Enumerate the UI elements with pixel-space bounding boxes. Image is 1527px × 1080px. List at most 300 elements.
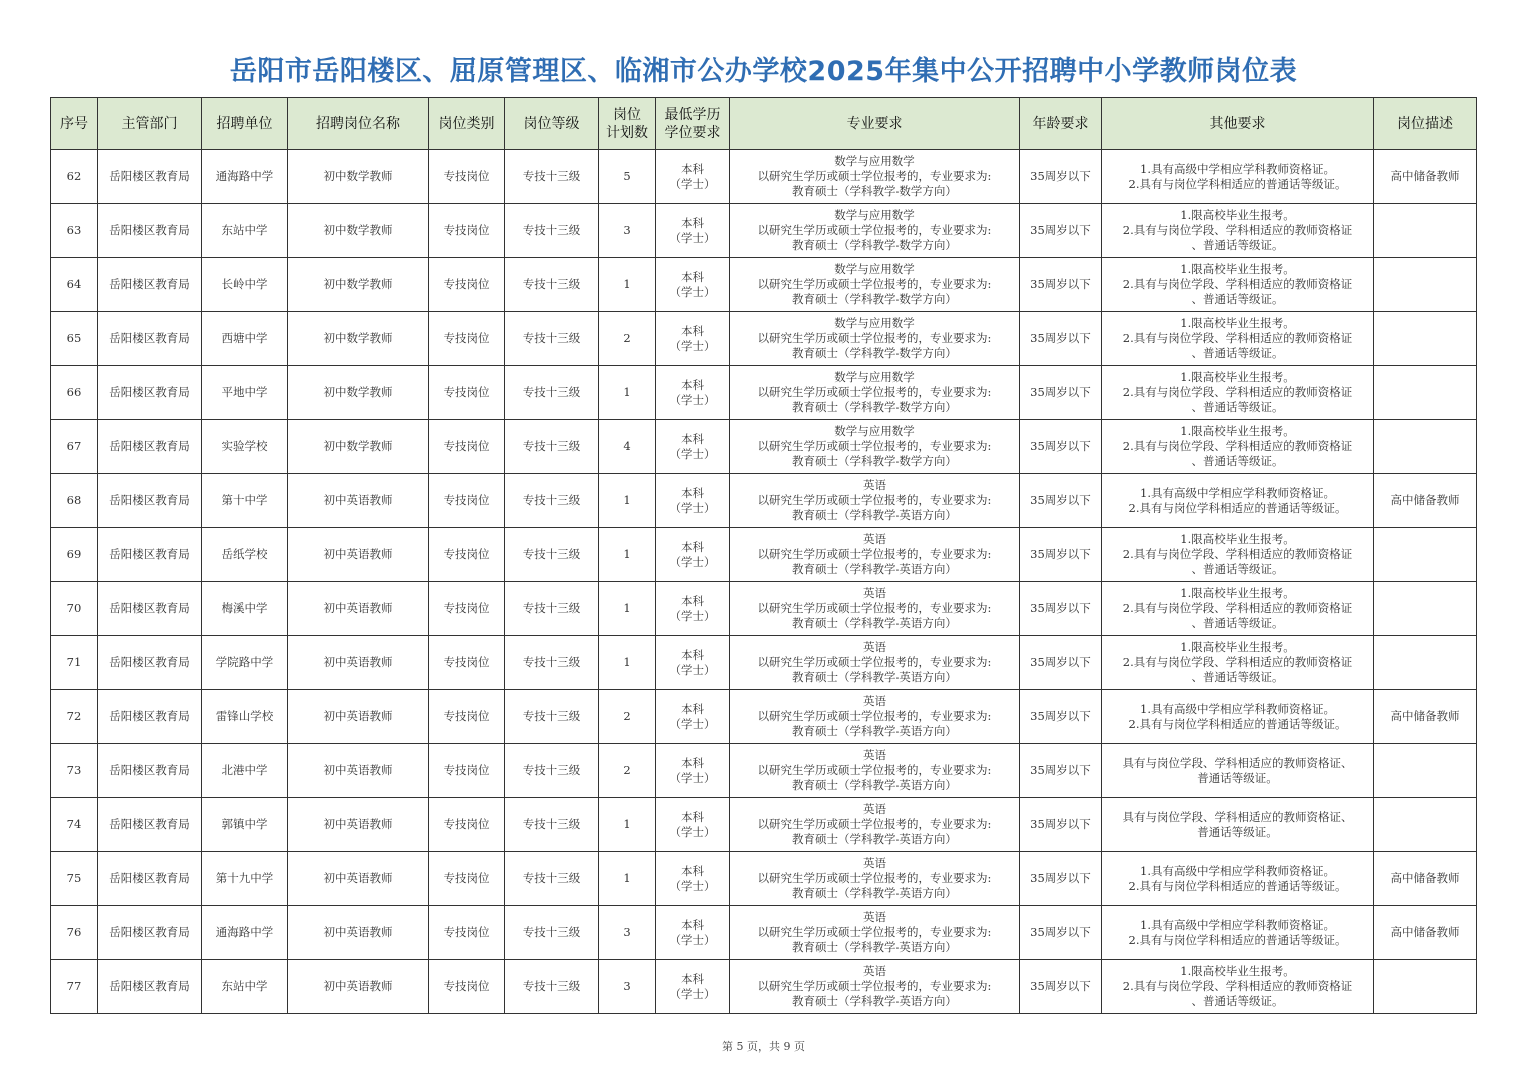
cell-seq: 73 (51, 744, 98, 798)
cell-edu-line: （学士） (669, 608, 716, 623)
cell-plan: 4 (599, 420, 656, 474)
table-row (51, 582, 1477, 636)
cell-post: 初中英语教师 (288, 906, 429, 960)
cell-other-line: 、普通话等级证。 (1191, 670, 1284, 684)
header-plan-line1: 岗位 (613, 106, 641, 123)
cell-edu (656, 528, 730, 582)
cell-type: 专技岗位 (429, 960, 505, 1014)
cell-plan: 2 (599, 744, 656, 798)
cell-edu-line: 本科 (681, 539, 704, 554)
cell-edu (656, 744, 730, 798)
cell-dept: 岳阳楼区教育局 (98, 636, 202, 690)
cell-seq: 68 (51, 474, 98, 528)
cell-other-line: 、普通话等级证。 (1191, 994, 1284, 1008)
cell-dept: 岳阳楼区教育局 (98, 744, 202, 798)
cell-major-line: 以研究生学历或硕士学位报考的，专业要求为: (757, 169, 992, 183)
cell-post: 初中英语教师 (288, 960, 429, 1014)
cell-post: 初中英语教师 (288, 582, 429, 636)
cell-other-line: 普通话等级证。 (1197, 770, 1278, 785)
cell-major-line: 教育硕士（学科教学-数学方向） (792, 184, 957, 198)
job-table (50, 97, 1477, 1014)
cell-post: 初中数学教师 (288, 150, 429, 204)
cell-other-line: 、普通话等级证。 (1191, 454, 1284, 468)
cell-dept: 岳阳楼区教育局 (98, 366, 202, 420)
cell-desc (1374, 312, 1477, 366)
cell-other-line: 、普通话等级证。 (1191, 238, 1284, 252)
cell-post: 初中数学教师 (288, 258, 429, 312)
cell-edu (656, 852, 730, 906)
cell-unit: 郭镇中学 (202, 798, 288, 852)
cell-age: 35周岁以下 (1020, 744, 1102, 798)
cell-type: 专技岗位 (429, 474, 505, 528)
cell-major-line: 英语 (863, 586, 886, 600)
cell-dept: 岳阳楼区教育局 (98, 204, 202, 258)
cell-unit: 东站中学 (202, 960, 288, 1014)
cell-major-line: 以研究生学历或硕士学位报考的，专业要求为: (757, 979, 992, 993)
cell-major-line: 以研究生学历或硕士学位报考的，专业要求为: (757, 385, 992, 399)
cell-major-line: 以研究生学历或硕士学位报考的，专业要求为: (757, 655, 992, 669)
cell-other-line: 1.具有高级中学相应学科教师资格证。 (1140, 485, 1335, 500)
cell-desc (1374, 204, 1477, 258)
cell-other-line: 2.具有与岗位学段、学科相适应的教师资格证 (1122, 439, 1353, 453)
cell-desc (1374, 744, 1477, 798)
cell-other-line: 、普通话等级证。 (1191, 616, 1284, 630)
cell-post: 初中英语教师 (288, 798, 429, 852)
cell-age: 35周岁以下 (1020, 204, 1102, 258)
cell-major (730, 312, 1020, 366)
cell-age: 35周岁以下 (1020, 528, 1102, 582)
cell-edu-line: 本科 (681, 269, 704, 284)
cell-edu-line: 本科 (681, 755, 704, 770)
cell-type: 专技岗位 (429, 744, 505, 798)
page-title: 岳阳市岳阳楼区、屈原管理区、临湘市公办学校2025年集中公开招聘中小学教师岗位表 (229, 56, 1298, 87)
cell-seq: 67 (51, 420, 98, 474)
cell-post: 初中英语教师 (288, 690, 429, 744)
cell-dept: 岳阳楼区教育局 (98, 852, 202, 906)
cell-plan: 1 (599, 528, 656, 582)
cell-unit: 第十中学 (202, 474, 288, 528)
cell-major-line: 教育硕士（学科教学-英语方向） (792, 670, 957, 684)
cell-desc: 高中储备教师 (1374, 474, 1477, 528)
cell-level: 专技十三级 (505, 366, 599, 420)
cell-edu-line: 本科 (681, 809, 704, 824)
table-row (51, 798, 1477, 852)
cell-post: 初中英语教师 (288, 636, 429, 690)
cell-level: 专技十三级 (505, 960, 599, 1014)
cell-level: 专技十三级 (505, 150, 599, 204)
cell-plan: 3 (599, 960, 656, 1014)
cell-other-line: 2.具有与岗位学段、学科相适应的教师资格证 (1122, 601, 1353, 615)
cell-edu (656, 798, 730, 852)
cell-major (730, 528, 1020, 582)
table-row (51, 906, 1477, 960)
table-row (51, 960, 1477, 1014)
cell-seq: 74 (51, 798, 98, 852)
cell-seq: 70 (51, 582, 98, 636)
cell-desc: 高中储备教师 (1374, 690, 1477, 744)
cell-major-line: 以研究生学历或硕士学位报考的，专业要求为: (757, 223, 992, 237)
table-row (51, 744, 1477, 798)
cell-other-line: 普通话等级证。 (1197, 824, 1278, 839)
cell-level: 专技十三级 (505, 312, 599, 366)
cell-major-line: 教育硕士（学科教学-英语方向） (792, 724, 957, 738)
cell-other-line: 2.具有与岗位学科相适应的普通话等级证。 (1128, 878, 1347, 893)
cell-major-line: 数学与应用数学 (834, 370, 915, 384)
cell-edu-line: 本科 (681, 863, 704, 878)
cell-major (730, 366, 1020, 420)
header-desc: 岗位描述 (1374, 98, 1477, 150)
cell-major (730, 582, 1020, 636)
cell-edu (656, 474, 730, 528)
cell-other-line: 1.限高校毕业生报考。 (1180, 640, 1295, 654)
cell-level: 专技十三级 (505, 420, 599, 474)
cell-other-line: 、普通话等级证。 (1191, 562, 1284, 576)
cell-edu-line: （学士） (669, 986, 716, 1001)
cell-major (730, 258, 1020, 312)
cell-other-line: 2.具有与岗位学科相适应的普通话等级证。 (1128, 176, 1347, 191)
cell-major-line: 以研究生学历或硕士学位报考的，专业要求为: (757, 547, 992, 561)
cell-major-line: 英语 (863, 964, 886, 978)
cell-edu (656, 690, 730, 744)
cell-other-line: 1.具有高级中学相应学科教师资格证。 (1140, 161, 1335, 176)
cell-level: 专技十三级 (505, 744, 599, 798)
cell-type: 专技岗位 (429, 690, 505, 744)
cell-major-line: 教育硕士（学科教学-数学方向） (792, 346, 957, 360)
cell-unit: 平地中学 (202, 366, 288, 420)
header-dept: 主管部门 (98, 98, 202, 150)
cell-dept: 岳阳楼区教育局 (98, 420, 202, 474)
cell-edu (656, 258, 730, 312)
cell-dept: 岳阳楼区教育局 (98, 690, 202, 744)
cell-seq: 77 (51, 960, 98, 1014)
cell-plan: 1 (599, 366, 656, 420)
cell-major-line: 英语 (863, 748, 886, 762)
cell-other (1102, 582, 1374, 636)
cell-major-line: 教育硕士（学科教学-英语方向） (792, 616, 957, 630)
cell-major-line: 以研究生学历或硕士学位报考的，专业要求为: (757, 331, 992, 345)
cell-plan: 5 (599, 150, 656, 204)
cell-edu-line: （学士） (669, 176, 716, 191)
cell-dept: 岳阳楼区教育局 (98, 312, 202, 366)
cell-other-line: 具有与岗位学段、学科相适应的教师资格证、 (1122, 755, 1353, 770)
table-row (51, 528, 1477, 582)
cell-edu-line: 本科 (681, 323, 704, 338)
table-row (51, 852, 1477, 906)
cell-post: 初中英语教师 (288, 744, 429, 798)
cell-type: 专技岗位 (429, 528, 505, 582)
cell-major-line: 英语 (863, 910, 886, 924)
cell-major-line: 以研究生学历或硕士学位报考的，专业要求为: (757, 439, 992, 453)
cell-type: 专技岗位 (429, 852, 505, 906)
cell-desc (1374, 798, 1477, 852)
cell-major (730, 420, 1020, 474)
cell-plan: 1 (599, 636, 656, 690)
cell-seq: 75 (51, 852, 98, 906)
cell-major (730, 798, 1020, 852)
cell-type: 专技岗位 (429, 636, 505, 690)
cell-other-line: 2.具有与岗位学段、学科相适应的教师资格证 (1122, 385, 1353, 399)
cell-major-line: 教育硕士（学科教学-英语方向） (792, 940, 957, 954)
header-level: 岗位等级 (505, 98, 599, 150)
cell-other-line: 2.具有与岗位学段、学科相适应的教师资格证 (1122, 655, 1353, 669)
cell-edu-line: 本科 (681, 647, 704, 662)
cell-dept: 岳阳楼区教育局 (98, 582, 202, 636)
cell-unit: 学院路中学 (202, 636, 288, 690)
cell-desc: 高中储备教师 (1374, 852, 1477, 906)
header-other: 其他要求 (1102, 98, 1374, 150)
cell-other-line: 2.具有与岗位学科相适应的普通话等级证。 (1128, 500, 1347, 515)
table-row (51, 636, 1477, 690)
cell-edu (656, 960, 730, 1014)
cell-other-line: 1.限高校毕业生报考。 (1180, 586, 1295, 600)
cell-unit: 岳纸学校 (202, 528, 288, 582)
header-type: 岗位类别 (429, 98, 505, 150)
cell-type: 专技岗位 (429, 366, 505, 420)
cell-seq: 72 (51, 690, 98, 744)
cell-other (1102, 798, 1374, 852)
header-edu-line2: 学位要求 (664, 124, 721, 141)
cell-major-line: 教育硕士（学科教学-数学方向） (792, 400, 957, 414)
cell-edu-line: 本科 (681, 377, 704, 392)
cell-desc: 高中储备教师 (1374, 150, 1477, 204)
cell-other-line: 1.限高校毕业生报考。 (1180, 424, 1295, 438)
cell-age: 35周岁以下 (1020, 150, 1102, 204)
cell-other-line: 、普通话等级证。 (1191, 400, 1284, 414)
cell-seq: 63 (51, 204, 98, 258)
cell-level: 专技十三级 (505, 636, 599, 690)
page-footer: 第 5 页，共 9 页 (722, 1040, 805, 1053)
cell-seq: 65 (51, 312, 98, 366)
cell-edu-line: （学士） (669, 284, 716, 299)
table-row (51, 366, 1477, 420)
cell-edu (656, 420, 730, 474)
cell-major-line: 以研究生学历或硕士学位报考的，专业要求为: (757, 709, 992, 723)
cell-level: 专技十三级 (505, 798, 599, 852)
cell-unit: 实验学校 (202, 420, 288, 474)
cell-seq: 76 (51, 906, 98, 960)
cell-unit: 东站中学 (202, 204, 288, 258)
cell-major-line: 英语 (863, 532, 886, 546)
cell-other-line: 1.具有高级中学相应学科教师资格证。 (1140, 917, 1335, 932)
cell-edu-line: （学士） (669, 716, 716, 731)
cell-major-line: 以研究生学历或硕士学位报考的，专业要求为: (757, 925, 992, 939)
cell-other (1102, 420, 1374, 474)
cell-major-line: 教育硕士（学科教学-数学方向） (792, 292, 957, 306)
cell-age: 35周岁以下 (1020, 906, 1102, 960)
cell-other-line: 2.具有与岗位学段、学科相适应的教师资格证 (1122, 979, 1353, 993)
cell-other-line: 1.限高校毕业生报考。 (1180, 370, 1295, 384)
cell-seq: 69 (51, 528, 98, 582)
table-row (51, 690, 1477, 744)
cell-dept: 岳阳楼区教育局 (98, 258, 202, 312)
cell-major-line: 教育硕士（学科教学-数学方向） (792, 238, 957, 252)
cell-type: 专技岗位 (429, 420, 505, 474)
cell-major (730, 960, 1020, 1014)
cell-post: 初中英语教师 (288, 474, 429, 528)
cell-plan: 2 (599, 690, 656, 744)
cell-other-line: 2.具有与岗位学段、学科相适应的教师资格证 (1122, 277, 1353, 291)
cell-other-line: 1.具有高级中学相应学科教师资格证。 (1140, 701, 1335, 716)
cell-unit: 通海路中学 (202, 150, 288, 204)
cell-post: 初中数学教师 (288, 420, 429, 474)
cell-other (1102, 906, 1374, 960)
cell-edu (656, 906, 730, 960)
cell-edu-line: （学士） (669, 554, 716, 569)
cell-level: 专技十三级 (505, 528, 599, 582)
cell-other (1102, 744, 1374, 798)
cell-major-line: 数学与应用数学 (834, 154, 915, 168)
cell-major-line: 以研究生学历或硕士学位报考的，专业要求为: (757, 817, 992, 831)
cell-major-line: 英语 (863, 856, 886, 870)
cell-plan: 1 (599, 258, 656, 312)
cell-major-line: 英语 (863, 802, 886, 816)
cell-seq: 64 (51, 258, 98, 312)
header-major: 专业要求 (730, 98, 1020, 150)
cell-type: 专技岗位 (429, 906, 505, 960)
header-unit: 招聘单位 (202, 98, 288, 150)
cell-major (730, 906, 1020, 960)
cell-edu-line: （学士） (669, 338, 716, 353)
cell-desc (1374, 528, 1477, 582)
cell-dept: 岳阳楼区教育局 (98, 906, 202, 960)
cell-post: 初中英语教师 (288, 528, 429, 582)
cell-edu-line: 本科 (681, 917, 704, 932)
cell-edu-line: 本科 (681, 701, 704, 716)
cell-edu-line: （学士） (669, 392, 716, 407)
cell-major (730, 474, 1020, 528)
cell-dept: 岳阳楼区教育局 (98, 960, 202, 1014)
cell-type: 专技岗位 (429, 582, 505, 636)
cell-edu (656, 312, 730, 366)
table-row (51, 258, 1477, 312)
cell-level: 专技十三级 (505, 852, 599, 906)
cell-age: 35周岁以下 (1020, 312, 1102, 366)
cell-other (1102, 258, 1374, 312)
cell-desc: 高中储备教师 (1374, 906, 1477, 960)
cell-major-line: 数学与应用数学 (834, 424, 915, 438)
cell-other (1102, 204, 1374, 258)
cell-other (1102, 150, 1374, 204)
cell-major-line: 教育硕士（学科教学-英语方向） (792, 994, 957, 1008)
cell-edu-line: （学士） (669, 662, 716, 677)
cell-post: 初中数学教师 (288, 312, 429, 366)
cell-edu-line: （学士） (669, 824, 716, 839)
cell-plan: 3 (599, 204, 656, 258)
cell-major (730, 150, 1020, 204)
cell-unit: 梅溪中学 (202, 582, 288, 636)
cell-plan: 3 (599, 906, 656, 960)
cell-major (730, 690, 1020, 744)
cell-level: 专技十三级 (505, 906, 599, 960)
cell-type: 专技岗位 (429, 150, 505, 204)
cell-major-line: 以研究生学历或硕士学位报考的，专业要求为: (757, 493, 992, 507)
header-seq: 序号 (51, 98, 98, 150)
cell-edu-line: 本科 (681, 215, 704, 230)
cell-other (1102, 474, 1374, 528)
cell-edu-line: 本科 (681, 593, 704, 608)
cell-type: 专技岗位 (429, 204, 505, 258)
cell-type: 专技岗位 (429, 312, 505, 366)
cell-other-line: 2.具有与岗位学段、学科相适应的教师资格证 (1122, 331, 1353, 345)
cell-desc (1374, 636, 1477, 690)
cell-other-line: 2.具有与岗位学科相适应的普通话等级证。 (1128, 716, 1347, 731)
cell-edu (656, 366, 730, 420)
cell-major-line: 教育硕士（学科教学-英语方向） (792, 778, 957, 792)
cell-edu-line: 本科 (681, 431, 704, 446)
cell-unit: 北港中学 (202, 744, 288, 798)
cell-major (730, 852, 1020, 906)
table-row (51, 204, 1477, 258)
cell-other (1102, 528, 1374, 582)
cell-age: 35周岁以下 (1020, 690, 1102, 744)
table-row (51, 312, 1477, 366)
cell-dept: 岳阳楼区教育局 (98, 474, 202, 528)
cell-unit: 长岭中学 (202, 258, 288, 312)
cell-other-line: 2.具有与岗位学科相适应的普通话等级证。 (1128, 932, 1347, 947)
cell-other-line: 1.限高校毕业生报考。 (1180, 208, 1295, 222)
cell-type: 专技岗位 (429, 258, 505, 312)
cell-plan: 1 (599, 852, 656, 906)
cell-major (730, 744, 1020, 798)
cell-plan: 2 (599, 312, 656, 366)
cell-edu (656, 582, 730, 636)
cell-major-line: 英语 (863, 478, 886, 492)
cell-other (1102, 690, 1374, 744)
cell-desc (1374, 420, 1477, 474)
cell-other-line: 、普通话等级证。 (1191, 346, 1284, 360)
header-age: 年龄要求 (1020, 98, 1102, 150)
table-row (51, 420, 1477, 474)
cell-other-line: 1.具有高级中学相应学科教师资格证。 (1140, 863, 1335, 878)
cell-major-line: 数学与应用数学 (834, 262, 915, 276)
cell-other-line: 1.限高校毕业生报考。 (1180, 262, 1295, 276)
cell-other-line: 1.限高校毕业生报考。 (1180, 316, 1295, 330)
header-edu-line1: 最低学历 (664, 106, 721, 123)
cell-edu-line: （学士） (669, 230, 716, 245)
table-header-row (51, 98, 1477, 150)
cell-major-line: 教育硕士（学科教学-英语方向） (792, 508, 957, 522)
header-plan-line2: 计划数 (606, 124, 648, 141)
cell-major-line: 教育硕士（学科教学-英语方向） (792, 832, 957, 846)
cell-age: 35周岁以下 (1020, 258, 1102, 312)
cell-major-line: 英语 (863, 694, 886, 708)
cell-major-line: 以研究生学历或硕士学位报考的，专业要求为: (757, 277, 992, 291)
cell-other (1102, 366, 1374, 420)
cell-edu-line: （学士） (669, 500, 716, 515)
cell-level: 专技十三级 (505, 690, 599, 744)
header-edu (656, 98, 730, 150)
cell-age: 35周岁以下 (1020, 636, 1102, 690)
cell-other-line: 1.限高校毕业生报考。 (1180, 532, 1295, 546)
cell-seq: 66 (51, 366, 98, 420)
cell-other (1102, 960, 1374, 1014)
cell-other-line: 1.限高校毕业生报考。 (1180, 964, 1295, 978)
cell-edu-line: （学士） (669, 446, 716, 461)
cell-age: 35周岁以下 (1020, 474, 1102, 528)
cell-edu-line: （学士） (669, 932, 716, 947)
cell-plan: 1 (599, 474, 656, 528)
cell-post: 初中数学教师 (288, 366, 429, 420)
table-row (51, 474, 1477, 528)
cell-other-line: 2.具有与岗位学段、学科相适应的教师资格证 (1122, 223, 1353, 237)
cell-type: 专技岗位 (429, 798, 505, 852)
cell-other-line: 2.具有与岗位学段、学科相适应的教师资格证 (1122, 547, 1353, 561)
cell-major-line: 教育硕士（学科教学-数学方向） (792, 454, 957, 468)
cell-plan: 1 (599, 582, 656, 636)
cell-edu-line: 本科 (681, 161, 704, 176)
cell-dept: 岳阳楼区教育局 (98, 798, 202, 852)
cell-desc (1374, 258, 1477, 312)
